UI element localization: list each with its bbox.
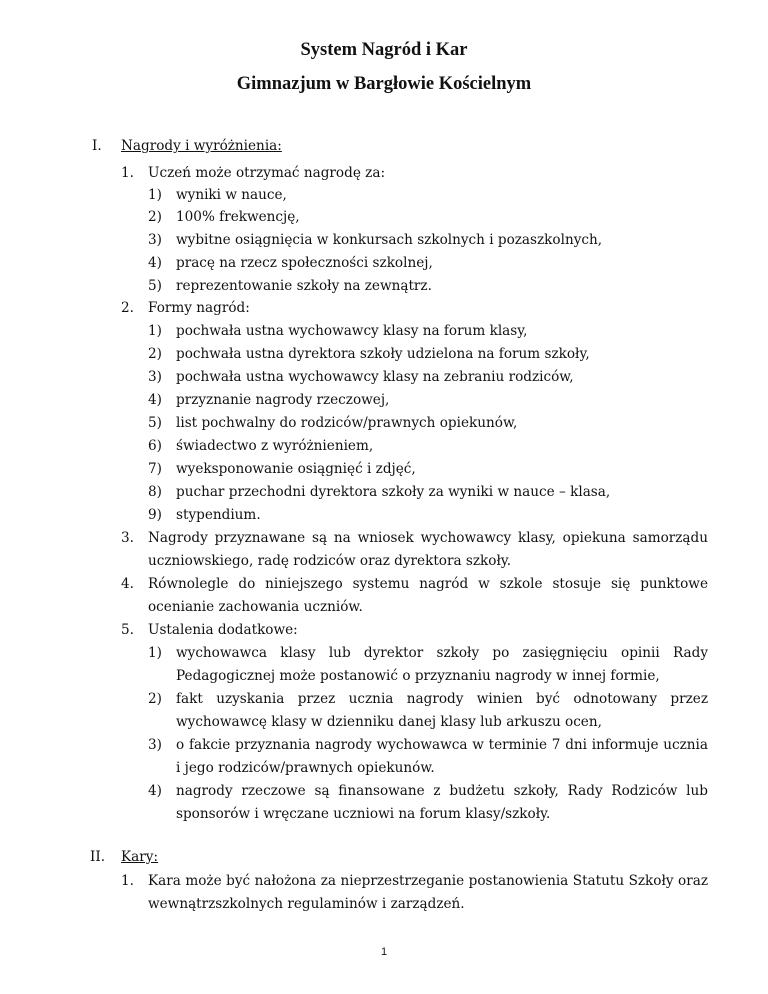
item-number: 4) (148, 392, 162, 408)
item-text: pracę na rzecz społeczności szkolnej, (176, 255, 433, 271)
item-number: 3) (148, 232, 162, 248)
item-number: 5) (148, 278, 162, 294)
item-number: 5) (148, 415, 162, 431)
item-number: 1) (148, 323, 162, 339)
item-number: 3) (148, 737, 162, 753)
item-text: pochwała ustna wychowawcy klasy na forum klasy, (176, 323, 528, 339)
item-text: wyeksponowanie osiągnięć i zdjęć, (176, 461, 416, 477)
point-text: Ustalenia dodatkowe: (148, 622, 298, 638)
document-subtitle: Gimnazjum w Bargłowie Kościelnym (236, 74, 532, 94)
item-text: pochwała ustna wychowawcy klasy na zebraniu rodziców, (176, 369, 574, 385)
section-2-heading: Kary: (121, 849, 159, 865)
item-text: i jego rodziców/prawnych opiekunów. (176, 760, 435, 776)
section-1-number: I. (92, 138, 102, 154)
item-text: o fakcie przyznania nagrody wychowawca w terminie 7 dni informuje ucznia (176, 737, 708, 753)
point-text: uczniowskiego, radę rodziców oraz dyrektora szkoły. (148, 553, 512, 569)
point-number: 4. (121, 576, 134, 592)
item-number: 7) (148, 461, 162, 477)
point-number: 2. (121, 300, 134, 316)
point-text: Równolegle do niniejszego systemu nagród w szkole stosuje się punktowe (148, 576, 708, 592)
item-number: 2) (148, 691, 162, 707)
item-number: 6) (148, 438, 162, 454)
section-2-number: II. (90, 849, 106, 865)
item-number: 4) (148, 783, 162, 799)
item-number: 4) (148, 255, 162, 271)
item-number: 1) (148, 187, 162, 203)
point-number: 1. (121, 165, 134, 181)
point-text: Kara może być nałożona za nieprzestrzeganie postanowienia Statutu Szkoły oraz (148, 873, 708, 889)
point-number: 3. (121, 530, 134, 546)
item-text: reprezentowanie szkoły na zewnątrz. (176, 278, 432, 294)
point-text: ocenianie zachowania uczniów. (148, 599, 363, 615)
item-number: 8) (148, 484, 162, 500)
item-number: 2) (148, 346, 162, 362)
item-number: 3) (148, 369, 162, 385)
item-text: list pochwalny do rodziców/prawnych opiekunów, (176, 415, 518, 431)
section-1-heading: Nagrody i wyróżnienia: (121, 138, 282, 154)
item-text: wychowawcę klasy w dzienniku danej klasy lub arkuszu ocen, (176, 714, 602, 730)
point-text: Uczeń może otrzymać nagrodę za: (148, 165, 386, 181)
item-text: stypendium. (176, 507, 261, 523)
item-text: 100% frekwencję, (176, 209, 300, 225)
point-text: Nagrody przyznawane są na wniosek wychowawcy klasy, opiekuna samorządu (148, 530, 708, 546)
item-number: 1) (148, 645, 162, 661)
item-text: sponsorów i wręczane uczniowi na forum klasy/szkoły. (176, 806, 551, 822)
point-number: 1. (121, 873, 134, 889)
item-text: wychowawca klasy lub dyrektor szkoły po zasięgnięciu opinii Rady (176, 645, 708, 661)
item-text: Pedagogicznej może postanowić o przyznaniu nagrody w innej formie, (176, 668, 660, 684)
item-text: świadectwo z wyróżnieniem, (176, 438, 374, 454)
item-text: nagrody rzeczowe są finansowane z budżetu szkoły, Rady Rodziców lub (176, 783, 708, 799)
item-number: 2) (148, 209, 162, 225)
point-number: 5. (121, 622, 134, 638)
item-text: fakt uzyskania przez ucznia nagrody winien być odnotowany przez (176, 691, 708, 707)
item-text: wybitne osiągnięcia w konkursach szkolnych i pozaszkolnych, (176, 232, 603, 248)
item-text: przyznanie nagrody rzeczowej, (176, 392, 390, 408)
document-title: System Nagród i Kar (300, 40, 468, 60)
item-text: puchar przechodni dyrektora szkoły za wyniki w nauce – klasa, (176, 484, 611, 500)
point-text: Formy nagród: (148, 300, 250, 316)
item-text: pochwała ustna dyrektora szkoły udzielona na forum szkoły, (176, 346, 590, 362)
item-text: wyniki w nauce, (176, 187, 287, 203)
point-text: wewnątrzszkolnych regulaminów i zarządzeń. (148, 896, 465, 912)
page-number: 1 (380, 946, 388, 958)
item-number: 9) (148, 507, 162, 523)
